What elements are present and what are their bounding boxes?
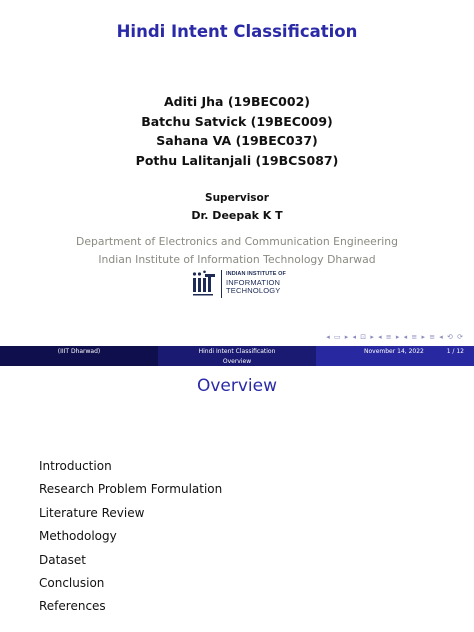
header-bar-left — [0, 356, 158, 366]
footer-institute: (IIIT Dharwad) — [0, 346, 158, 356]
author-name: Pothu Lalitanjali (19BCS087) — [135, 152, 339, 168]
slide-title: Overview — [196, 376, 278, 396]
institute-logo — [191, 270, 291, 300]
logo-line: INFORMATION — [226, 277, 281, 287]
toc-item[interactable]: Conclusion — [39, 576, 105, 591]
footer-date-page — [316, 346, 474, 356]
toc-item[interactable]: References — [39, 599, 106, 614]
slide-header-bar — [0, 356, 474, 366]
department-name: Department of Electronics and Communication Engineering — [76, 235, 398, 248]
footer-date: November 14, 2022 — [364, 347, 424, 355]
toc-item[interactable]: Introduction — [39, 459, 112, 473]
toc-item[interactable]: Dataset — [39, 552, 86, 567]
logo-line: INDIAN INSTITUTE OF — [226, 271, 286, 277]
presentation-title: Hindi Intent Classification — [116, 22, 358, 41]
toc-item[interactable]: Literature Review — [39, 505, 145, 520]
table-of-contents — [39, 455, 222, 619]
affiliation — [0, 233, 474, 268]
institute-name: Indian Institute of Information Technology Dharwad — [98, 252, 376, 266]
author-name: Batchu Satvick (19BEC009) — [141, 113, 333, 129]
logo-line: TECHNOLOGY — [226, 286, 281, 295]
author-name: Sahana VA (19BEC037) — [156, 133, 318, 148]
toc-item[interactable]: Research Problem Formulation — [39, 482, 223, 497]
author-list — [0, 92, 474, 170]
footer-page-number: 1 / 12 — [446, 347, 464, 355]
supervisor-name: Dr. Deepak K T — [191, 209, 283, 222]
footer-title: Hindi Intent Classification — [158, 346, 316, 356]
header-bar-right — [316, 356, 474, 366]
slide-footer — [0, 346, 474, 356]
header-section-name[interactable]: Overview — [158, 356, 316, 366]
beamer-navigation-icons[interactable]: ◂ ▭ ▸ ◂ ⊡ ▸ ◂ ≡ ▸ ◂ ≡ ▸ ≡ ◂ ⟲ ⟳ — [326, 333, 464, 341]
supervisor-label: Supervisor — [205, 192, 269, 204]
author-name: Aditi Jha (19BEC002) — [163, 94, 310, 109]
iiit-logo-icon — [191, 270, 223, 298]
logo-wordmark — [226, 270, 286, 296]
toc-item[interactable]: Methodology — [39, 529, 117, 544]
